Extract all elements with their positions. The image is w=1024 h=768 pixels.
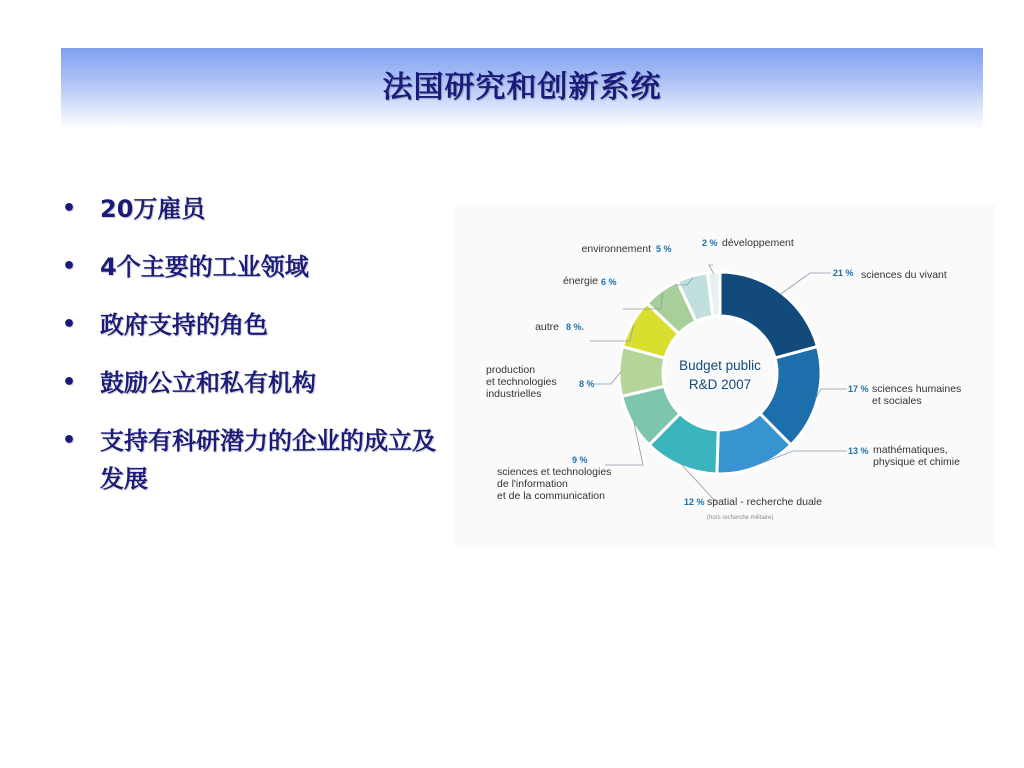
- slice-category-label: spatial - recherche duale: [707, 496, 822, 508]
- slice-category-label: sciences humaines: [872, 383, 962, 395]
- slice-category-label: et de la communication: [497, 490, 605, 502]
- slice-percent-label: 8 %: [579, 379, 595, 389]
- center-label: R&D 2007: [688, 377, 752, 392]
- bullet-text: 20万雇员: [100, 195, 206, 223]
- slice-percent-label: 6 %: [601, 277, 617, 287]
- bullet-dot-icon: •: [62, 370, 77, 395]
- slice-category-label: physique et chimie: [873, 456, 960, 468]
- bullet-text: 政府支持的角色: [100, 311, 268, 339]
- slice-percent-label: 2 %: [702, 238, 718, 248]
- slice-percent-label: 5 %: [656, 244, 672, 254]
- bullet-item: [62, 364, 457, 402]
- bullet-dot-icon: •: [62, 254, 77, 279]
- slice-category-label: et technologies: [486, 376, 557, 388]
- bullet-item: [62, 422, 457, 498]
- slice-category-label: développement: [722, 237, 794, 249]
- slice-percent-label: 21 %: [833, 268, 854, 278]
- bullet-dot-icon: •: [62, 312, 77, 337]
- bullet-item: [62, 190, 457, 228]
- slice-category-label: sciences et technologies: [497, 466, 612, 478]
- donut-slice: [720, 272, 817, 358]
- leader-line: [780, 273, 831, 294]
- slice-category-label: de l'information: [497, 478, 568, 490]
- bullet-text: 4个主要的工业领域: [100, 253, 309, 281]
- center-label: Budget public: [679, 358, 761, 373]
- slice-sub-label: (hors recherche militaire): [707, 515, 774, 521]
- slice-category-label: et sociales: [872, 395, 922, 407]
- slice-category-label: sciences du vivant: [861, 269, 947, 281]
- slice-percent-label: 17 %: [848, 384, 869, 394]
- slide-title: 法国研究和创新系统: [382, 70, 662, 105]
- slice-percent-label: 8 %.: [566, 322, 585, 332]
- donut-chart: [455, 205, 995, 547]
- slice-category-label: production: [486, 364, 536, 376]
- slice-category-label: autre: [535, 321, 559, 333]
- slice-category-label: industrielles: [486, 388, 542, 400]
- bullet-item: [62, 248, 457, 286]
- leader-line: [595, 371, 621, 384]
- bullet-list: [62, 190, 457, 530]
- slice-percent-label: 13 %: [848, 446, 869, 456]
- slice-category-label: mathématiques,: [873, 444, 948, 456]
- bullet-dot-icon: •: [62, 196, 77, 221]
- donut-chart-panel: [455, 205, 995, 547]
- bullet-text: 鼓励公立和私有机构: [100, 369, 316, 397]
- bullet-item: [62, 306, 457, 344]
- slice-category-label: énergie: [562, 275, 598, 287]
- slice-category-label: environnement: [581, 243, 651, 255]
- slice-percent-label: 9 %: [572, 455, 588, 465]
- title-band: [61, 48, 983, 130]
- slice-percent-label: 12 %: [684, 497, 705, 507]
- bullet-text: 支持有科研潜力的企业的成立及发展: [100, 427, 436, 493]
- bullet-dot-icon: •: [62, 428, 77, 453]
